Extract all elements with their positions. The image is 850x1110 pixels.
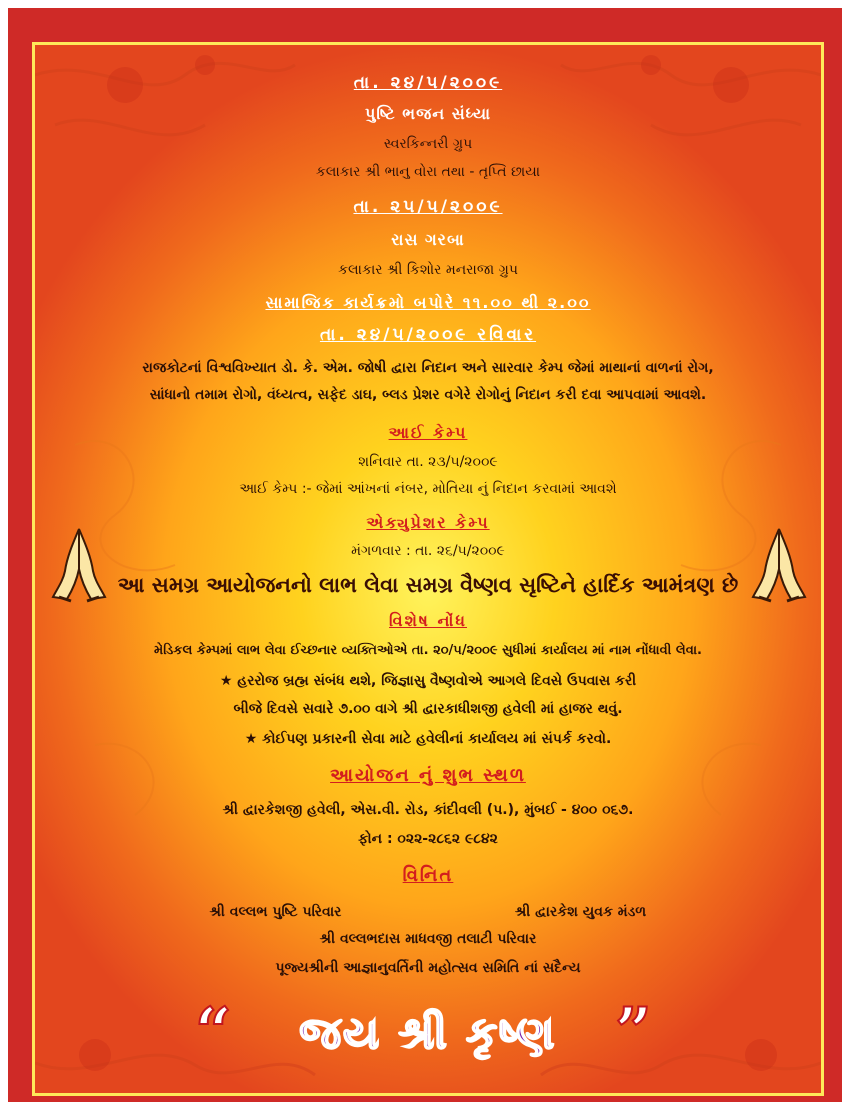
event-2-title: રાસ ગરબા [391, 230, 465, 249]
camp-description-line-1: રાજકોટનાં વિશ્વવિખ્યાત ડો. કે. એમ. જોષી દ્વારા નિદાન અને સારવાર કેમ્પ જેમાં માથાનાં વાળનાં રોગ, [142, 360, 714, 376]
special-note-heading: વિશેષ નોંધ [389, 611, 467, 630]
humble-heading: વિનિત [402, 865, 454, 886]
open-quote: “ [195, 994, 232, 1069]
acupressure-camp-heading: એક્યુપ્રેશર કેમ્પ [366, 513, 490, 532]
jai-shri-krishna-text: જય શ્રી કૃષ્ણ [299, 1008, 557, 1059]
acupressure-camp-date: મંગળવાર : તા. ૨૬/૫/૨૦૦૯ [351, 543, 505, 559]
eye-camp-description: આઈ કેમ્પ :- જેમાં આંખનાં નંબર, મોતિયા નું નિદાન કરવામાં આવશે [239, 481, 617, 497]
social-programs-heading: સામાજિક કાર્યક્રમો બપોરે ૧૧.૦૦ થી ૨.૦૦ [265, 293, 591, 312]
special-note-text: મેડિકલ કેમ્પમાં લાભ લેવા ઈચ્છનાર વ્યક્તિઓએ તા. ૨૦/૫/૨૦૦૯ સુધીમાં કાર્યાલય માં નામ નોંધાવી લેવા. [154, 643, 702, 658]
program-date-1: તા. ૨૪/૫/૨૦૦૯ [353, 73, 503, 93]
note-2: ★ કોઈપણ પ્રકારની સેવા માટે હવેલીનાં કાર્યાલય માં સંપર્ક કરવો. [244, 731, 612, 747]
eye-camp-date: શનિવાર તા. ૨૩/૫/૨૦૦૯ [358, 454, 498, 470]
venue-address: શ્રી દ્વારકેશજી હવેલી, એસ.વી. રોડ, કાંદીવલી (પ.), મુંબઈ - ૪૦૦ ૦૬૭. [222, 802, 634, 818]
close-quote: ” [615, 994, 652, 1069]
note-1-line-1: ★ હરરોજ બ્રહ્મ સંબંધ થશે, જિજ્ઞાસુ વૈષ્ણવોએ આગલે દિવસે ઉપવાસ કરી [219, 673, 637, 689]
event-1-title: પુષ્ટિ ભજન સંધ્યા [364, 104, 492, 123]
organizer-2: શ્રી દ્વારકેશ યુવક મંડળ [514, 904, 647, 920]
invitation-line: આ સમગ્ર આયોજનનો લાભ લેવા સમગ્ર વૈષ્ણવ સૃષ્ટિને હાર્દિક આમંત્રણ છે [117, 573, 739, 597]
note-1-line-2: બીજે દિવસે સવારે ૭.૦૦ વાગે શ્રી દ્વારકાધીશજી હવેલી માં હાજર થવું. [233, 701, 623, 717]
organizer-3: શ્રી વલ્લભદાસ માધવજી તલાટી પરિવાર [319, 931, 537, 947]
organizer-1: શ્રી વલ્લભ પુષ્ટિ પરિવાર [209, 904, 342, 920]
eye-camp-heading: આઈ કેમ્પ [388, 423, 468, 442]
invitation-card [32, 42, 824, 1096]
venue-phone: ફોન : ૦૨૨-૨૮૬૨ ૯૮૪૨ [358, 831, 498, 847]
event-2-artists: કલાકાર શ્રી કિશોર મનરાજા ગ્રુપ [338, 262, 518, 278]
program-date-2: તા. ૨૫/૫/૨૦૦૯ [353, 197, 503, 217]
program-date-3: તા. ૨૪/૫/૨૦૦૯ રવિવાર [319, 325, 537, 345]
venue-heading: આયોજન નું શુભ સ્થળ [330, 765, 526, 786]
event-1-artists: કલાકાર શ્રી ભાનુ વોરા તથા - તૃપ્તિ છાયા [315, 164, 541, 180]
organizers-row [35, 901, 821, 920]
organizer-4: પૂજ્યશ્રીની આજ્ઞાનુવર્તિની મહોત્સવ સમિતિ નાં સદૈન્ય [275, 960, 581, 976]
camp-description-line-2: સાંધાનો તમામ રોગો, વંધ્યત્વ, સફેદ ડાઘ, બ્લડ પ્રેશર વગેરે રોગોનું નિદાન કરી દવા આપવામાં આવશે. [149, 387, 707, 403]
jai-shri-krishna-banner [35, 994, 821, 1080]
event-1-group: સ્વરકિન્નરી ગ્રુપ [383, 136, 473, 152]
